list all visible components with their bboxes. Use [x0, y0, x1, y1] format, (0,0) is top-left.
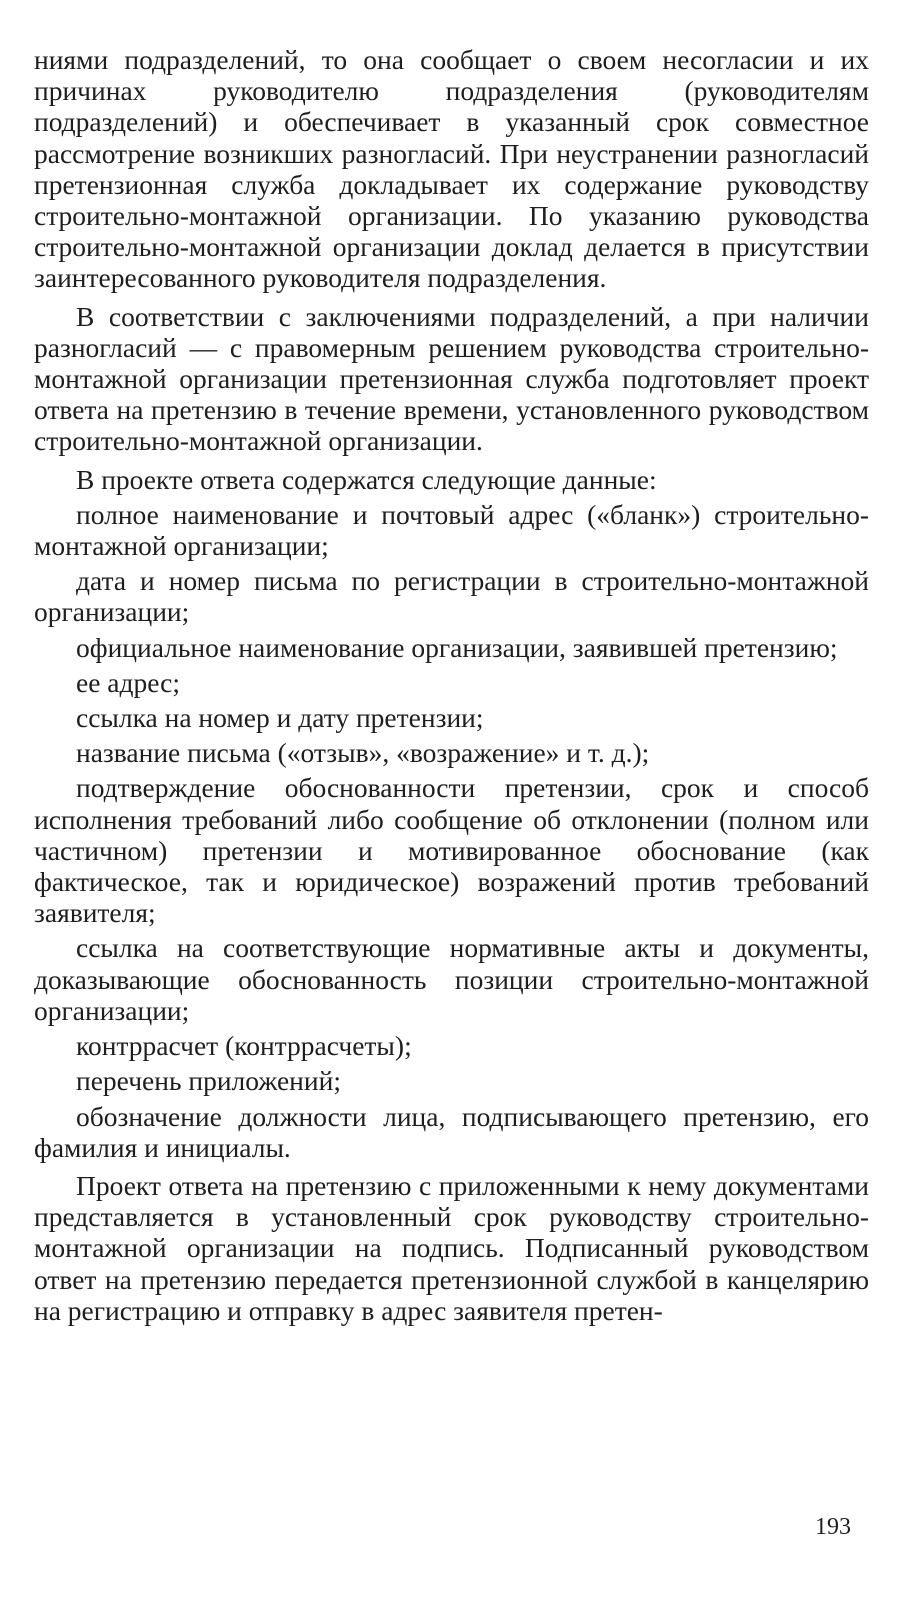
paragraph-response-preparation: В соответствии с заключениями подразделений, а при наличии разногласий — с правомерным решением руководства строительно-монтажной организации претензионная служба подготовляет проект ответа на претензию в течение времени, установленного руководством строительно-монтажной организации.	[34, 300, 869, 457]
list-item: ссылка на соответствующие нормативные акты и документы, доказывающие обоснованность позиции строительно-монтажной организации;	[34, 932, 869, 1026]
paragraph-list-intro: В проекте ответа содержатся следующие данные:	[76, 463, 657, 495]
page-number: 193	[815, 1514, 851, 1540]
list-item: официальное наименование организации, заявившей претензию;	[76, 631, 838, 663]
paragraph-signing: Проект ответа на претензию с приложенными к нему документами представляется в установленный срок руководству строительно-монтажной организации на подпись. Подписанный руководством ответ на претензию передается претензионной службой в канцелярию на регистрацию и отправку в адрес заявителя претен-	[34, 1169, 869, 1326]
list-item: контррасчет (контррасчеты);	[76, 1030, 412, 1062]
list-item: полное наименование и почтовый адрес («бланк») строительно-монтажной организации;	[34, 498, 869, 562]
list-item: ссылка на номер и дату претензии;	[76, 702, 484, 734]
list-item: название письма («отзыв», «возражение» и т. д.);	[76, 737, 650, 769]
list-item: дата и номер письма по регистрации в строительно-монтажной организации;	[34, 565, 869, 628]
list-item: перечень приложений;	[76, 1065, 341, 1097]
list-item: подтверждение обоснованности претензии, срок и способ исполнения требований либо сообщение об отклонении (полном или частичном) претензии и мотивированное обоснование (как фактическое, так и юридическое) возражений против требований заявителя;	[34, 772, 869, 929]
list-item: ее адрес;	[76, 666, 180, 698]
list-item: обозначение должности лица, подписывающего претензию, его фамилия и инициалы.	[34, 1100, 869, 1163]
paragraph-continuation: ниями подразделений, то она сообщает о своем несогласии и их причинах руководителю подразделения (руководителям подразделений) и обеспечивает в указанный срок совместное рассмотрение возникших разногласий. При неустранении разногласий претензионная служба докладывает их содержание руководству строительно-монтажной организации. По указанию руководства строительно-монтажной организации доклад делается в присутствии заинтересованного руководителя подразделения.	[34, 44, 869, 294]
page-body	[34, 44, 869, 1326]
